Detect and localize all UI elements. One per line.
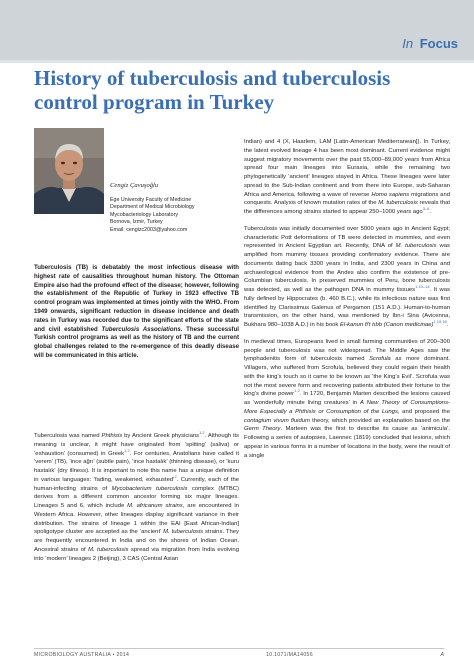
author-photo [34,128,104,214]
email-label: Email: [110,226,125,233]
reference[interactable]: 1,10–14 [415,284,430,290]
affiliation-line: Ege University Faculty of Medicine [110,197,192,203]
abstract-italic: Tuberculosis Associations [101,325,181,333]
author-portrait-image [34,128,104,214]
header-band [0,0,474,60]
author-email-line [110,227,240,234]
footer-journal: MICROBIOLOGY AUSTRALIA • 2014 [34,652,130,658]
affiliation-line: Mycobacteriology Laboratory [110,211,179,218]
footer-page-number: A [440,652,444,658]
footer-doi[interactable]: 10.1071/MA14056 [266,652,313,658]
reference[interactable]: 1,15,16 [433,319,447,325]
body-paragraph: Tuberculosis was named Phthisis by Ancient Greek physicians$^{1,2}$. Although its meaning is unclear, it might have originated from ‘spitting’ (saliva) or ‘exhaustion’ (consumed) in Greek$^{1,2}$. For centuries, Anatolians have called it ‘verem’ (TB), ‘ince ağrı’ (subtle pain), ‘ince hastalık’ (thinning disease), or ‘kuru hastalık’ (dry illness). It is important to note this name has a unique definition in various languages: ‘fading, weakened, exhausted’$^2$. Currently, each of the human-infecting strains of Mycobacterium tuberculosis complex (MTBC) derives from a different common ancestor forming six major lineages. Lineages 5 and 6, which include M. africanum strains, are encountered in Western Africa. However, other lineages display significant variance in their distribution. The strains of lineage 1 within the EAI [East African-Indian] spoligotype cluster are accepted as the ‘ancient’ M. tuberculosis strains. They are frequently encountered in India and on the shores of Indian Ocean. Ancestral strains of M. tuberculosis spread via migration from India evolving into ‘modern’ lineages 2 (Beijing), 3 CAS (Central Asian [34,430,240,562]
affiliation-line: Department of Medical Microbiology [110,204,195,211]
section-label-focus: Focus [419,36,458,51]
author-email[interactable]: cengizc2003@yahoo.com [126,226,188,233]
affiliation-line: Bornova, Izmir, Turkey [110,219,163,226]
author-name: Cengiz Çavuşoğlu [110,182,159,189]
reference[interactable]: 2 [174,473,177,479]
author-block [110,182,240,234]
body-paragraph: Indian) and 4 (X, Haarlem, LAM [Latin-American Mediterranean]). In Turkey, the latest evolved lineage 4 has been most dominant. Current evidence might suggest migratory movements over the past 55,000–89,000 years from Africa spread four main lineages into Eurasia, while the remaining two phylogenetically ‘ancient’ lineages stayed in Africa. These lineages were later spread to the Sub-Indian continent and from there into Europe, sub-Saharan Africa and America, following a wave of reverse Homo sapiens migrations and conquests. Analysis of known mutation rates of the M. tuberculosis reveals that the differences among strains started to appear 250–1000 years ago$^{3-6}$. [244,139,451,215]
article-title: History of tuberculosis and tuberculosis control program in Turkey [34,66,391,114]
body-paragraph: Tuberculosis was initially documented over 5000 years ago in Ancient Egypt; characteristic Pott deformations of TB were detected in mummies, and even represented in Ancient Egyptian art. Recently, DNA of M. tuberculosis was amplified from mummy tissues providing confirmatory evidence. There are documents dating back 3300 years in India, and 2300 years in China and archaeological evidence from the Andes also confirm the existence of pre-Columbian tuberculosis. In preserved mummies of Peru, bone tuberculosis was detected, as well as the pathogen DNA in mummy tissues$^{1,10-14}$. It was fully defined by Hippocrates (b. 460 B.C.), while its infectious nature was first identified by Clarissimus Galenus of Pergamon (151 A.D.). Human-to-human transmission, on the other hand, was mentioned by Ibn-i Sina (Avicenna, Bukhara 980–1038 A.D.) in his book El-kanun fi't tıbb (Canon medicinae)$^{1,15,16}$. [244,225,450,328]
reference[interactable]: 1,2 [124,447,130,453]
reference[interactable]: 3–6 [422,206,430,212]
reference[interactable]: 1,2 [199,430,205,436]
footer-rule [34,648,444,649]
body-paragraph: In medieval times, Europeans lived in small farming communities of 200–300 people and tuberculosis was not widespread. The Middle Ages saw the lymphadenitis form of tuberculosis named Scrofula as more dominant. Villagers, who suffered from Scrofula, believed they could regain their health with the king’s touch so it came to be known as ‘the King’s Evil’. Scrofula was not the most severe form and recovering patients attributed their fortune to the king’s divine power$^{1,2}$. In 1720, Benjamin Marten described the lesions caused as ‘wonderfully minute living creatures’ in A New Theory of Consumptions- More Especially a Phthisis or Consumption of the Lungs, and proposed the contagium vivum fluidum theory, which provided an explanation based on the Germ Theory. Marteen was the first to describe its cause as ‘animicula’. Following a series of autopsies, Laennec (1819) concluded that lesions, which appear in various forms in a number of locations in the body, were the result of a single [244,338,451,459]
abstract-text: . These successful Turkish control programs as well as the history of TB and the current global challenges related to the re-emergence of this deadly disease will be communicated in this article. [34,325,239,359]
body-column-right [244,138,450,460]
abstract-text: Tuberculosis (TB) is debatably the most infectious disease with highest rate of causalities throughout human history. The Ottoman Empire also had the profound effect of the disease; however, following the establishment of the Republic of Turkey in 1923 effective TB control program was implemented at times jointly with the WHO. From 1949 onwards, significant reduction in disease incidence and death rates in Turkey was recorded due to the significant efforts of the state and civil established [34,264,239,333]
header-rule [0,60,474,63]
body-column-left [34,432,239,563]
page-footer [34,652,444,662]
section-label-in: In [402,36,414,51]
author-affiliation [110,197,240,234]
abstract [34,264,239,361]
section-label [402,36,458,51]
reference[interactable]: 1,2 [294,388,300,394]
